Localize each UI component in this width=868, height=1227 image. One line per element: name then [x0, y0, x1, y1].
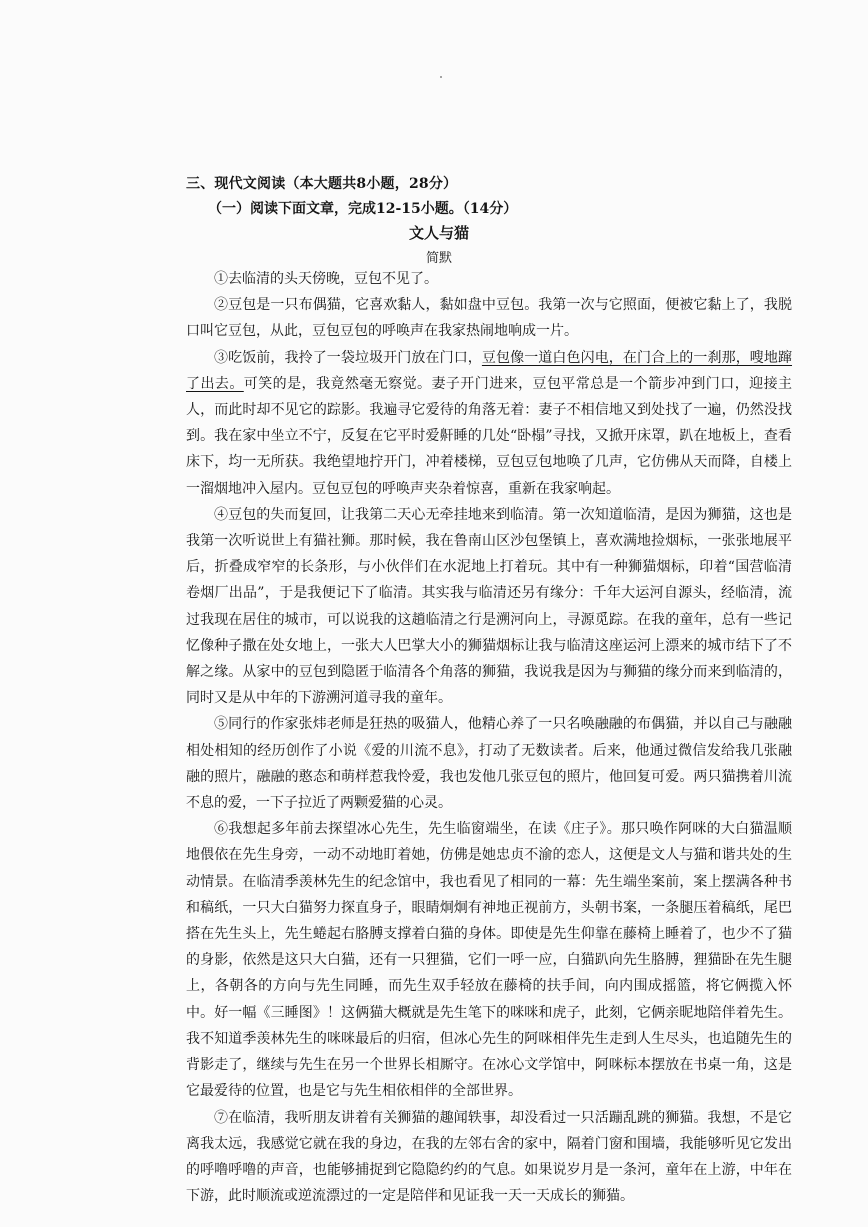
paragraph-3 — [186, 345, 792, 502]
paragraph-5: ⑤同行的作家张炜老师是狂热的吸猫人，他精心养了一只名唤融融的布偶猫，并以自己与融融相处相知的经历创作了小说《爱的川流不息》，打动了无数读者。后来，他通过微信发给我几张融融的照片，融融的憨态和萌样惹我怜爱，我也发他几张豆包的照片，他回复可爱。两只猫携着川流不息的爱，一下子拉近了两颗爱猫的心灵。 — [186, 716, 792, 812]
article-title: 文人与猫 — [408, 224, 469, 242]
scan-speck — [440, 76, 442, 78]
paragraph-3-start: ③吃饭前，我拎了一袋垃圾开门放在门口， — [214, 349, 482, 366]
article-author: 简默 — [425, 251, 452, 266]
paragraph-4: ④豆包的失而复回，让我第二天心无牵挂地来到临清。第一次知道临清，是因为狮猫，这也是我第一次听说世上有猫社狮。那时候，我在鲁南山区沙包堡镇上，喜欢满地捡烟标，一张张地展平后，折叠成窄窄的长条形，与小伙伴们在水泥地上打着玩。其中有一种狮猫烟标，印着“国营临清卷烟厂出品”，于是我便记下了临清。其实我与临清还另有缘分：千年大运河自源头，经临清，流过我现在居住的城市，可以说我的这趟临清之行是溯河向上，寻源觅踪。在我的童年，总有一些记忆像种子撒在处女地上，一张大人巴掌大小的狮猫烟标让我与临清这座运河上漂来的城市结下了不解之缘。从家中的豆包到隐匿于临清各个角落的狮猫，我说我是因为与狮猫的缘分而来到临清的，同时又是从中年的下游溯河道寻我的童年。 — [186, 506, 792, 707]
underlined-sentence: 豆包像一道白色闪电，在门合上的一刹那，嗖地蹿了出去。 — [186, 349, 793, 392]
paragraph-1: ①去临清的头天傍晚，豆包不见了。 — [214, 271, 438, 287]
question-instruction: （一）阅读下面文章，完成12-15小题。（14分） — [208, 201, 518, 217]
paragraph-3-rest: 可笑的是，我竟然毫无察觉。妻子开门进来，豆包平常总是一个箭步冲到门口，迎接主人，而此时却不见它的踪影。我遍寻它爱待的角落无着：妻子不相信地又到处找了一遍，仍然没找到。我在家中坐立不宁，反复在它平时爱鼾睡的几处“卧榻”寻找，又掀开床罩，趴在地板上，查看床下，均一无所获。我绝望地拧开门，冲着楼梯，豆包豆包地唤了几声，它仿佛从天而降，自楼上一溜烟地冲入屋内。豆包豆包的呼唤声夹杂着惊喜，重新在我家响起。 — [186, 375, 793, 497]
paragraph-2: ②豆包是一只布偶猫，它喜欢黏人，黏如盘中豆包。我第一次与它照面，便被它黏上了，我脱口叫它豆包，从此，豆包豆包的呼唤声在我家热闹地响成一片。 — [186, 297, 792, 340]
paragraph-6: ⑥我想起多年前去探望冰心先生，先生临窗端坐，在读《庄子》。那只唤作阿咪的大白猫温顺地偎依在先生身旁，一动不动地盯着她，仿佛是她忠贞不渝的恋人，这便是文人与猫和谐共处的生动情景。在临清季羡林先生的纪念馆中，我也看见了相同的一幕：先生端坐案前，案上摆满各种书和稿纸，一只大白猫努力探直身子，眼睛炯炯有神地正视前方，头朝书案，一条腿压着稿纸，尾巴搭在先生头上，先生蜷起右胳膊支撑着白猫的身体。即使是先生仰靠在藤椅上睡着了，也少不了猫的身影，依然是这只大白猫，还有一只狸猫，它们一呼一应，白猫趴向先生胳膊，狸猫卧在先生腿上，各朝各的方向与先生同睡，而先生双手轻放在藤椅的扶手间，向内围成摇篮，将它俩揽入怀中。好一幅《三睡图》！这俩猫大概就是先生笔下的咪咪和虎子，此刻，它俩亲昵地陪伴着先生。我不知道季羡林先生的咪咪最后的归宿，但冰心先生的阿咪相伴先生走到人生尽头，也追随先生的背影走了，继续与先生在另一个世界长相厮守。在冰心文学馆中，阿咪标本摆放在书桌一角，这是它最爱待的位置，也是它与先生相依相伴的全部世界。 — [186, 821, 792, 1100]
section-heading: 三、现代文阅读（本大题共8小题，28分） — [186, 176, 458, 192]
paragraph-7: ⑦在临清，我听朋友讲着有关狮猫的趣闻轶事，却没看过一只活蹦乱跳的狮猫。我想，不是它离我太远，我感觉它就在我的身边，在我的左邻右舍的家中，隔着门窗和围墙，我能够听见它发出的呼噜呼噜的声音，也能够捕捉到它隐隐约约的气息。如果说岁月是一条河，童年在上游，中年在下游，此时顺流或逆流漂过的一定是陪伴和见证我一天一天成长的狮猫。 — [186, 1109, 792, 1205]
article-body — [186, 266, 792, 1209]
